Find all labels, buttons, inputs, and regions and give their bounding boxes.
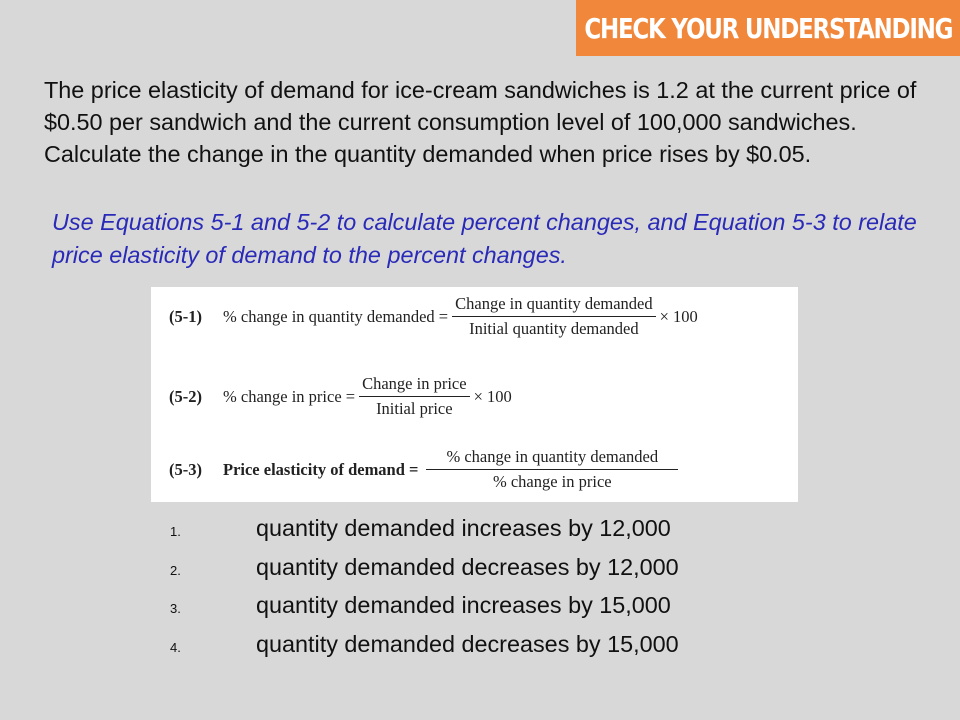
- fraction-numerator: % change in quantity demanded: [426, 447, 678, 470]
- equation-number: (5-1): [169, 306, 202, 326]
- answer-text: quantity demanded increases by 15,000: [256, 592, 671, 618]
- answer-list: [170, 515, 679, 669]
- question-text: The price elasticity of demand for ice-cream sandwiches is 1.2 at the current price of $0.50 per sandwich and the current consumption level of 100,000 sandwiches. Calculate the change in the quantity demanded when price rises by $0.05.: [44, 77, 917, 167]
- equation-fraction: [452, 294, 656, 339]
- fraction-numerator: Change in price: [359, 374, 469, 397]
- fraction-denominator: Initial price: [376, 399, 453, 418]
- hint-text: Use Equations 5-1 and 5-2 to calculate percent changes, and Equation 5-3 to relate price elasticity of demand to the percent changes.: [52, 209, 917, 268]
- equation-multiplier: × 100: [473, 386, 512, 406]
- equation-fraction: [426, 447, 678, 492]
- answer-number: 4.: [170, 639, 181, 655]
- answer-option-1[interactable]: [170, 515, 679, 554]
- answer-option-2[interactable]: [170, 554, 679, 593]
- fraction-denominator: % change in price: [492, 472, 612, 491]
- equation-5-3: [151, 447, 682, 492]
- banner-title: CHECK YOUR UNDERSTANDING: [584, 11, 952, 45]
- equation-lhs: Price elasticity of demand =: [223, 459, 419, 479]
- equation-number: (5-2): [169, 386, 202, 406]
- answer-text: quantity demanded decreases by 15,000: [256, 630, 679, 657]
- equation-multiplier: × 100: [659, 306, 698, 326]
- answer-option-3[interactable]: [170, 592, 679, 631]
- answer-number: 3.: [170, 601, 181, 616]
- answer-text: quantity demanded decreases by 12,000: [256, 553, 679, 580]
- equation-number: (5-3): [169, 459, 202, 479]
- fraction-numerator: Change in quantity demanded: [452, 294, 656, 317]
- equation-lhs: % change in price =: [223, 386, 356, 406]
- equation-5-1: [151, 294, 698, 339]
- equation-5-2: [151, 374, 512, 419]
- equation-lhs: % change in quantity demanded =: [223, 306, 449, 326]
- answer-option-4[interactable]: [170, 631, 679, 670]
- answer-number: 2.: [170, 562, 181, 578]
- check-understanding-banner: [576, 0, 960, 56]
- answer-text: quantity demanded increases by 12,000: [256, 515, 671, 541]
- equations-panel: [151, 287, 798, 502]
- equation-fraction: [359, 374, 469, 419]
- answer-number: 1.: [170, 524, 181, 539]
- fraction-denominator: Initial quantity demanded: [469, 319, 639, 338]
